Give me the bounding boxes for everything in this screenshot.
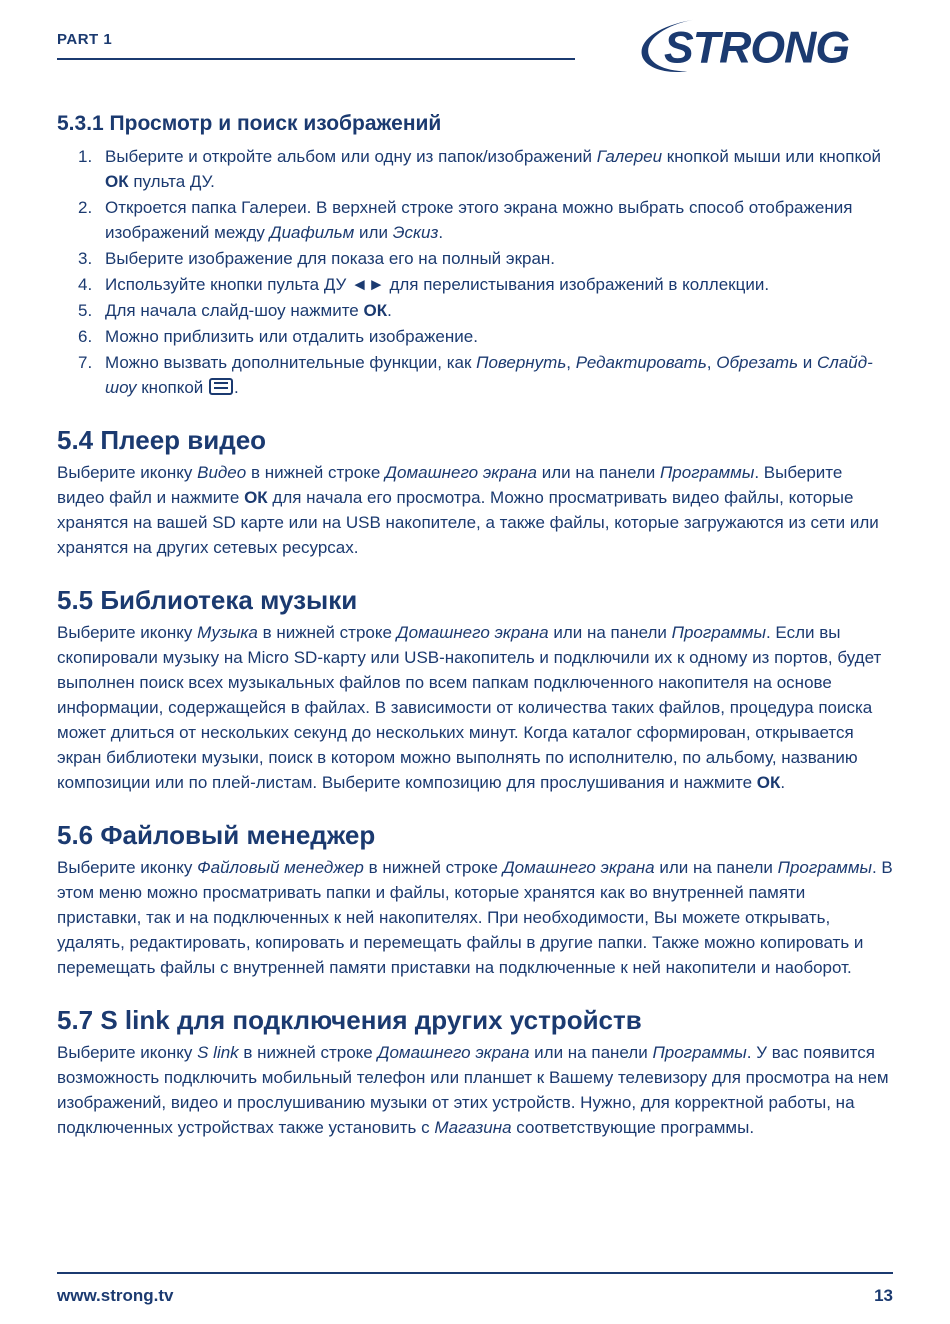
- list-item-text: Для начала слайд-шоу нажмите ОК.: [105, 301, 392, 320]
- list-item-number: 7.: [78, 353, 93, 372]
- list-item-number: 2.: [78, 198, 93, 217]
- section-paragraph: Выберите иконку S link в нижней строке Домашнего экрана или на панели Программы. У вас появится возможность подключить мобильный телефон или планшет к Вашему телевизору для просмотра на нем изображений, видео и прослушиванию музыки от этих устройств. Нужно, для корректной работы, на подключенных устройствах также установить с Магазина соответствующие программы.: [57, 1043, 889, 1137]
- page-footer: [57, 1272, 893, 1306]
- section-paragraph: Выберите иконку Файловый менеджер в нижней строке Домашнего экрана или на панели Программы. В этом меню можно просматривать папки и файлы, которые хранятся как во внутренней памяти приставки, так и на подключенных к ней накопителях. При необходимости, Вы можете открывать, удалять, редактировать, копировать и перемещать файлы в другие папки. Также можно копировать и перемещать файлы с внутренней памяти приставки на подключенные к ней накопители и наоборот.: [57, 858, 893, 977]
- section-file-manager: [57, 819, 893, 980]
- list-item-text: Выберите и откройте альбом или одну из папок/изображений Галереи кнопкой мыши или кнопкой ОК пульта ДУ.: [105, 147, 882, 191]
- section-title: 5.3.1 Просмотр и поиск изображений: [57, 112, 442, 135]
- list-item-number: 4.: [78, 275, 93, 294]
- logo-text: STRONG: [663, 23, 850, 73]
- part-label: PART 1: [57, 31, 113, 48]
- menu-icon: [209, 378, 233, 395]
- section-video-player: [57, 424, 893, 560]
- strong-logo-graphic: [631, 16, 893, 74]
- list-item-text: Откроется папка Галереи. В верхней строке этого экрана можно выбрать способ отображения изображений между Диафильм или Эскиз.: [105, 198, 853, 242]
- section-title: 5.6 Файловый менеджер: [57, 820, 376, 850]
- strong-logo: [631, 16, 893, 74]
- list-item-number: 3.: [78, 249, 93, 268]
- section-paragraph: Выберите иконку Видео в нижней строке Домашнего экрана или на панели Программы. Выберите видео файл и нажмите ОК для начала его просмотра. Можно просматривать видео файлы, которые хранятся на вашей SD карте или на USB накопителе, а также файлы, которые загружаются из сети или хранятся на других сетевых ресурсах.: [57, 463, 879, 557]
- list-item-text: Можно приблизить или отдалить изображение.: [105, 327, 478, 346]
- section-title: 5.5 Библиотека музыки: [57, 585, 358, 615]
- list-item-text: Выберите изображение для показа его на полный экран.: [105, 249, 556, 268]
- numbered-list: [57, 144, 893, 400]
- section-title: 5.4 Плеер видео: [57, 425, 267, 455]
- section-music-library: [57, 584, 893, 795]
- list-item: [57, 195, 893, 245]
- list-item-number: 1.: [78, 147, 93, 166]
- list-item: [57, 144, 893, 194]
- footer-divider: [57, 1272, 893, 1274]
- list-item: [57, 350, 893, 400]
- list-item-number: 6.: [78, 327, 93, 346]
- list-item: [57, 272, 893, 297]
- section-image-viewing: [57, 110, 893, 400]
- section-s-link: [57, 1004, 893, 1140]
- list-item: [57, 324, 893, 349]
- list-item-text: Можно вызвать дополнительные функции, как Повернуть, Редактировать, Обрезать и Слайд-шоу кнопкой .: [105, 353, 873, 397]
- list-item: [57, 298, 893, 323]
- page-header: [57, 22, 893, 73]
- section-paragraph: Выберите иконку Музыка в нижней строке Домашнего экрана или на панели Программы. Если вы скопировали музыку на Micro SD-карту или USB-накопитель и подключили их к одному из портов, будет выполнен поиск всех музыкальных файлов по всем папкам подключенного накопителя на основе информации, содержащейся в файлах. В зависимости от количества таких файлов, процедура поиска может длиться от нескольких секунд до нескольких минут. Когда каталог сформирован, открывается экран библиотеки музыки, поиск в котором можно выполнять по исполнителю, по альбому, названию композиции или по плей-листам. Выберите композицию для прослушивания и нажмите ОК.: [57, 623, 882, 792]
- page-content: [57, 110, 893, 1140]
- header-divider: [57, 58, 575, 60]
- list-item-number: 5.: [78, 301, 93, 320]
- footer-row: [57, 1286, 893, 1306]
- section-title: 5.7 S link для подключения других устройств: [57, 1005, 642, 1035]
- list-item-text: Используйте кнопки пульта ДУ ◄► для перелистывания изображений в коллекции.: [105, 275, 770, 294]
- page-number: 13: [874, 1286, 893, 1305]
- list-item: [57, 246, 893, 271]
- website-link[interactable]: www.strong.tv: [57, 1286, 174, 1305]
